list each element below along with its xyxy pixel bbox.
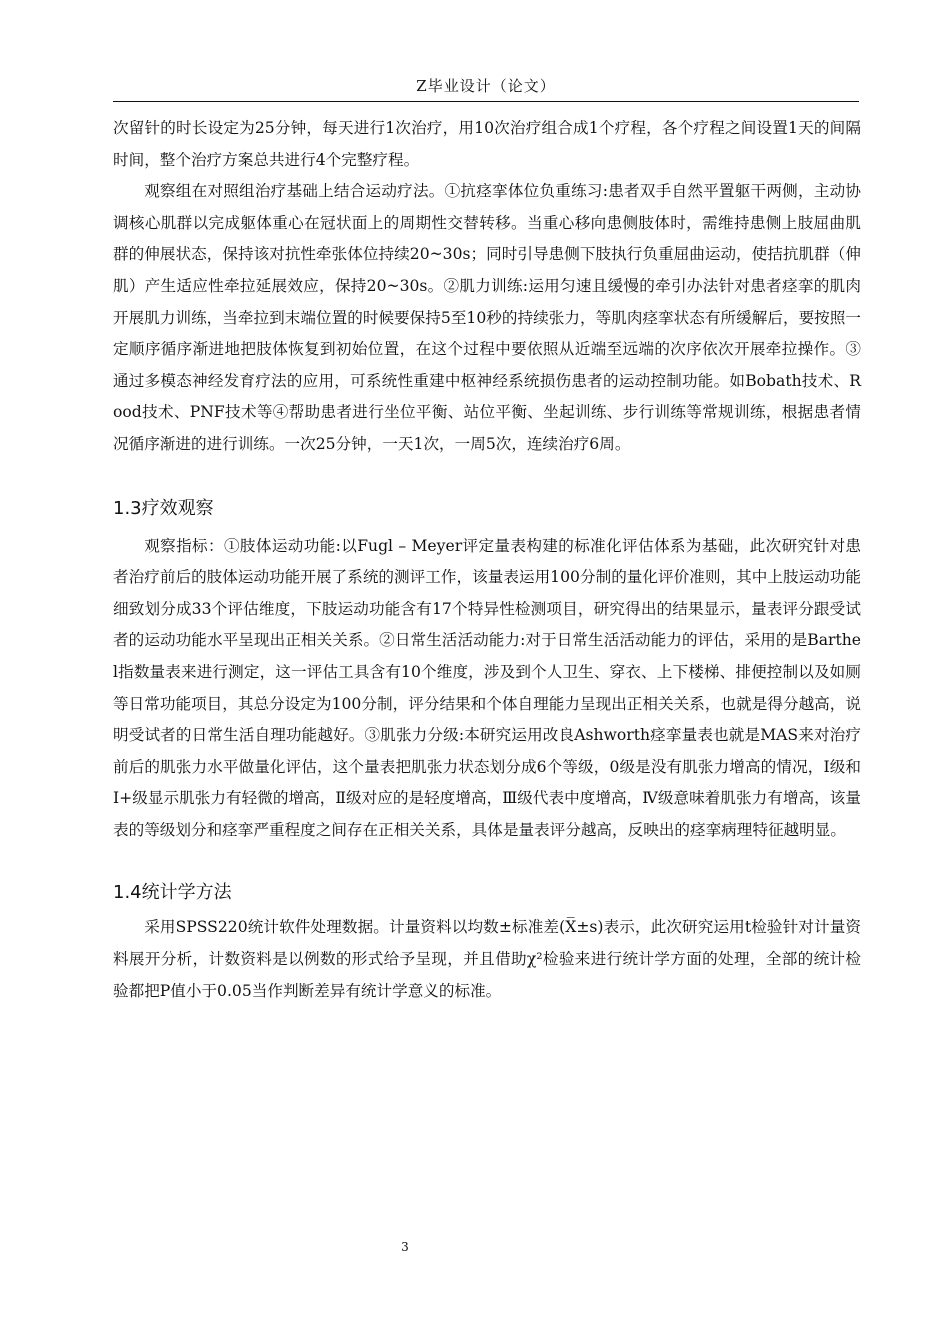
header-divider: [113, 101, 859, 102]
section-heading-statistics: 1.4统计学方法: [113, 882, 232, 904]
paragraph-observation-indicators: 观察指标：①肢体运动功能:以Fugl – Meyer评定量表构建的标准化评估体系为基础，此次研究针对患者治疗前后的肢体运动功能开展了系统的测评工作，该量表运用100分制的量化评价准则，其中上肢运动功能细致划分成33个评估维度，下肢运动功能含有17个特异性检测项目，研究得出的结果显示，量表评分跟受试者的运动功能水平呈现出正相关关系。②日常生活活动能力:对于日常生活活动能力的评估，采用的是Barthel指数量表来进行测定，这一评估工具含有10个维度，涉及到个人卫生、穿衣、上下楼梯、排便控制以及如厕等日常功能项目，其总分设定为100分制，评分结果和个体自理能力呈现出正相关关系，也就是得分越高，说明受试者的日常生活自理功能越好。③肌张力分级:本研究运用改良Ashworth痉挛量表也就是MAS来对治疗前后的肌张力水平做量化评估，这个量表把肌张力状态划分成6个等级，0级是没有肌张力增高的情况，I级和I+级显示肌张力有轻微的增高，Ⅱ级对应的是轻度增高，Ⅲ级代表中度增高，Ⅳ级意味着肌张力有增高，该量表的等级划分和痉挛严重程度之间存在正相关关系，具体是量表评分越高，反映出的痉挛病理特征越明显。: [113, 536, 861, 839]
page-number: 3: [401, 1240, 409, 1254]
paragraph-exercise-therapy: 观察组在对照组治疗基础上结合运动疗法。①抗痉挛体位负重练习:患者双手自然平置躯干两侧，主动协调核心肌群以完成躯体重心在冠状面上的周期性交替转移。当重心移向患侧肢体时，需维持患侧上肢屈曲肌群的伸展状态，保持该对抗性牵张体位持续20~30s；同时引导患侧下肢执行负重屈曲运动，使拮抗肌群（伸肌）产生适应性牵拉延展效应，保持20~30s。②肌力训练:运用匀速且缓慢的牵引办法针对患者痉挛的肌肉开展肌力训练，当牵拉到末端位置的时候要保持5至10秒的持续张力，等肌肉痉挛状态有所缓解后，要按照一定顺序循序渐进地把肢体恢复到初始位置，在这个过程中要依照从近端至远端的次序依次开展牵拉操作。③通过多模态神经发育疗法的应用，可系统性重建中枢神经系统损伤患者的运动控制功能。如Bobath技术、Rood技术、PNF技术等④帮助患者进行坐位平衡、站位平衡、坐起训练、步行训练等常规训练，根据患者情况循序渐进的进行训练。一次25分钟，一天1次，一周5次，连续治疗6周。: [113, 182, 861, 453]
paragraph-continued: 次留针的时长设定为25分钟，每天进行1次治疗，用10次治疗组合成1个疗程，各个疗程之间设置1天的间隔时间，整个治疗方案总共进行4个完整疗程。: [113, 119, 861, 169]
section-heading-efficacy: 1.3疗效观察: [113, 497, 214, 519]
paragraph-statistics: 采用SPSS220统计软件处理数据。计量资料以均数±标准差(X̅±s)表示，此次研究运用t检验针对计量资料展开分析，计数资料是以例数的形式给予呈现，并且借助χ²检验来进行统计学方面的处理，全部的统计检验都把P值小于0.05当作判断差异有统计学意义的标准。: [113, 918, 861, 1000]
document-body: [113, 113, 861, 1007]
page-header-title: Z毕业设计（论文）: [416, 77, 556, 95]
